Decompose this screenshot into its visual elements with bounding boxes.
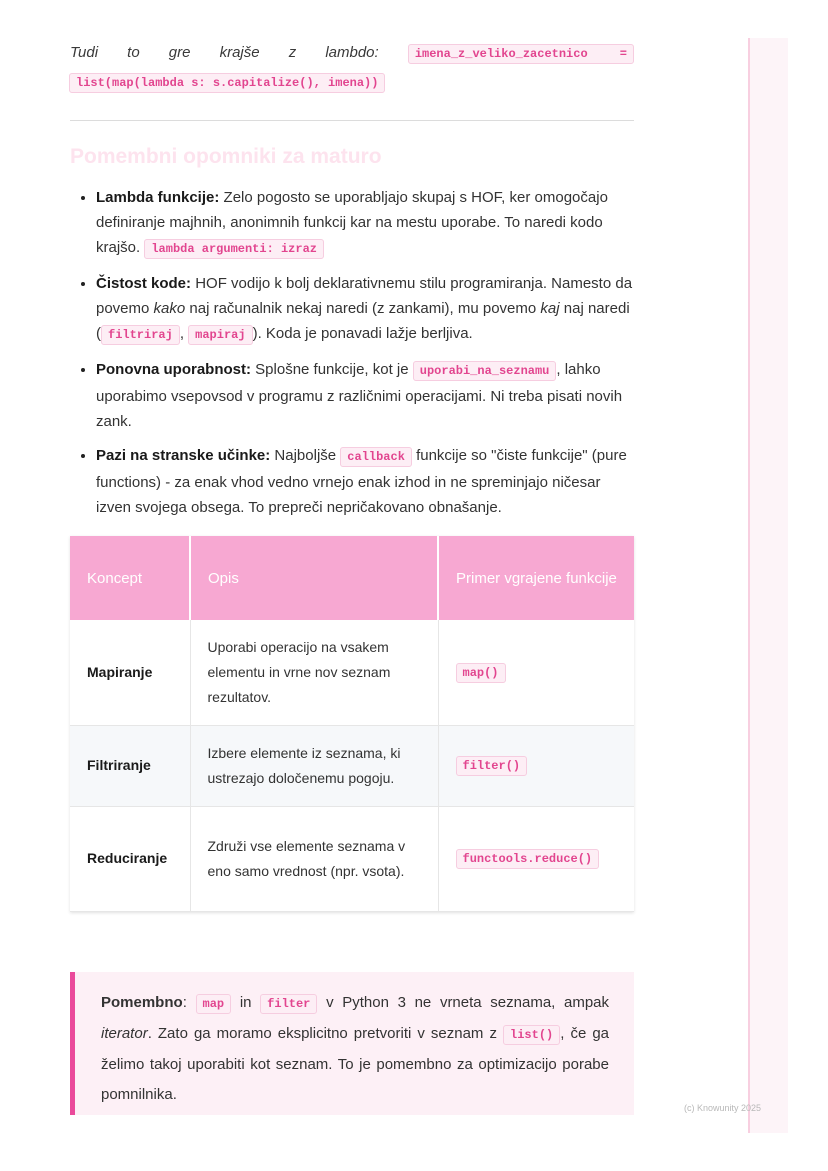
callout-text xyxy=(101,988,609,1110)
code-snippet: uporabi_na_seznamu xyxy=(413,361,557,381)
concept-cell: Reduciranje xyxy=(70,806,190,911)
note-text: HOF vodijo k bolj deklarativnemu stilu programiranja. Namesto da povemo xyxy=(96,275,633,317)
code-snippet: mapiraj xyxy=(188,325,252,345)
note-text: Splošne funkcije, kot je xyxy=(255,361,409,378)
note-title: Lambda funkcije: xyxy=(96,189,220,206)
section-heading: Pomembni opomniki za maturo xyxy=(70,145,382,168)
list-item xyxy=(96,357,634,434)
concept-cell: Filtriranje xyxy=(70,725,190,806)
example-cell xyxy=(438,620,634,725)
intro-text: Tudi to gre krajše z lambdo: xyxy=(70,44,379,61)
callout-conjunction: in xyxy=(239,994,252,1011)
table-header-row xyxy=(70,536,634,620)
note-text: naj naredi ( xyxy=(96,300,630,342)
callout-colon: : xyxy=(182,994,187,1011)
description-cell: Uporabi operacijo na vsakem elementu in vrne nov seznam rezultatov. xyxy=(190,620,438,725)
code-snippet: map() xyxy=(456,663,506,683)
code-snippet: list() xyxy=(503,1025,560,1045)
callout-body: , če ga želimo takoj uporabiti kot seznam. To je pomembno za optimizacijo porabe pomnilnika. xyxy=(101,1025,610,1103)
note-title: Čistost kode: xyxy=(96,275,192,292)
column-header-description: Opis xyxy=(190,536,438,620)
note-emphasis: kako xyxy=(153,300,186,317)
note-text: Zelo pogosto se uporabljajo skupaj s HOF, ker omogočajo definiranje majhnih, anonimnih funkcij kar na mestu uporabe. To naredi kodo krajšo. xyxy=(96,189,608,256)
code-snippet: callback xyxy=(340,447,412,467)
example-cell xyxy=(438,725,634,806)
list-item xyxy=(96,271,634,348)
notes-list xyxy=(70,185,634,520)
column-header-concept: Koncept xyxy=(70,536,190,620)
column-header-example: Primer vgrajene funkcije xyxy=(438,536,634,620)
concepts-table xyxy=(70,536,634,912)
callout-emphasis: iterator xyxy=(101,1025,148,1042)
note-text: ). Koda je ponavadi lažje berljiva. xyxy=(252,325,473,342)
section-divider xyxy=(70,120,634,121)
example-cell xyxy=(438,806,634,911)
intro-code-line xyxy=(69,69,634,96)
note-title: Ponovna uporabnost: xyxy=(96,361,251,378)
page-content xyxy=(70,38,634,912)
intro-paragraph xyxy=(70,38,634,69)
code-snippet: filter() xyxy=(456,756,528,776)
code-snippet: lambda argumenti: izraz xyxy=(144,239,324,259)
callout-label: Pomembno xyxy=(101,994,183,1011)
note-emphasis: kaj xyxy=(540,300,560,317)
copyright-footer: (c) Knowunity 2025 xyxy=(684,1103,762,1113)
code-snippet: functools.reduce() xyxy=(456,849,600,869)
note-separator: , xyxy=(179,325,184,342)
table-row xyxy=(70,620,634,725)
code-snippet: filter xyxy=(260,994,317,1014)
list-item xyxy=(96,185,634,262)
table-row xyxy=(70,806,634,911)
note-text: , lahko uporabimo vsepovsod v programu z različnimi operacijami. Ni treba pisati novih zank. xyxy=(96,361,623,430)
code-snippet: list(map(lambda s: s.capitalize(), imena)) xyxy=(69,73,385,93)
note-text: Najboljše xyxy=(274,447,337,464)
note-title: Pazi na stranske učinke: xyxy=(96,447,271,464)
callout-body: v Python 3 ne vrneta seznama, ampak xyxy=(326,994,610,1011)
note-text: funkcije so "čiste funkcije" (pure functions) - za enak vhod vedno vrnejo enak izhod in ne spreminjajo ničesar izven svojega obsega. To prepreči nepričakovano obnašanje. xyxy=(96,447,627,516)
note-text: naj računalnik nekaj naredi (z zankami), mu povemo xyxy=(189,300,537,317)
description-cell: Izbere elemente iz seznama, ki ustrezajo določenemu pogoju. xyxy=(190,725,438,806)
code-snippet: map xyxy=(196,994,232,1014)
right-margin-strip xyxy=(748,38,788,1133)
description-cell: Združi vse elemente seznama v eno samo vrednost (npr. vsota). xyxy=(190,806,438,911)
concept-cell: Mapiranje xyxy=(70,620,190,725)
callout-body: . Zato ga moramo eksplicitno pretvoriti v seznam z xyxy=(147,1025,497,1042)
code-snippet: imena_z_veliko_zacetnico = xyxy=(408,44,634,64)
code-snippet: filtriraj xyxy=(101,325,180,345)
important-callout xyxy=(70,972,634,1115)
table-row xyxy=(70,725,634,806)
list-item xyxy=(96,443,634,520)
